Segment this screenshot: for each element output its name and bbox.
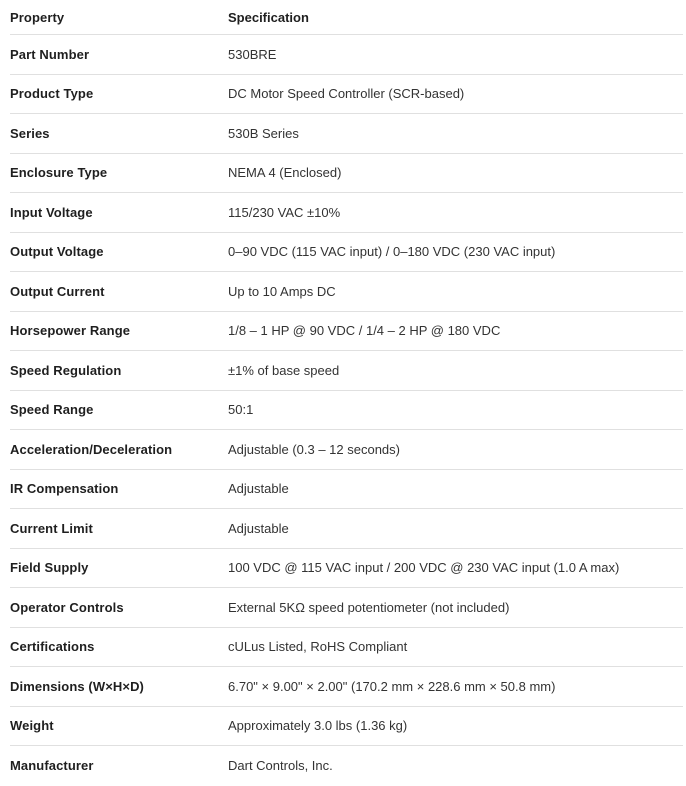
property-cell: Operator Controls [10, 599, 124, 615]
specification-cell: 50:1 [228, 402, 254, 418]
property-cell: Weight [10, 718, 54, 734]
specification-cell: Dart Controls, Inc. [228, 758, 333, 774]
specification-cell: 530BRE [228, 46, 277, 62]
table-row [10, 430, 683, 470]
table-row [10, 746, 683, 786]
table-row [10, 193, 683, 233]
table-row [10, 667, 683, 707]
specification-cell: Approximately 3.0 lbs (1.36 kg) [228, 718, 408, 734]
property-cell: Current Limit [10, 520, 93, 536]
specification-cell: 530B Series [228, 125, 299, 141]
table-row [10, 35, 683, 75]
table-row [10, 470, 683, 510]
table-row [10, 312, 683, 352]
specification-cell: 0–90 VDC (115 VAC input) / 0–180 VDC (230 VAC input) [228, 244, 556, 260]
property-cell: Speed Regulation [10, 362, 122, 378]
specification-cell: NEMA 4 (Enclosed) [228, 165, 342, 181]
property-cell: Product Type [10, 86, 94, 102]
specification-cell: 6.70" × 9.00" × 2.00" (170.2 mm × 228.6 mm × 50.8 mm) [228, 678, 556, 694]
table-row [10, 114, 683, 154]
specification-cell: Adjustable (0.3 – 12 seconds) [228, 441, 400, 457]
property-cell: Output Voltage [10, 244, 104, 260]
table-row [10, 154, 683, 194]
table-row [10, 628, 683, 668]
property-cell: Part Number [10, 46, 90, 62]
table-body [10, 35, 683, 786]
specification-cell: 1/8 – 1 HP @ 90 VDC / 1/4 – 2 HP @ 180 VDC [228, 323, 501, 339]
column-header-property: Property [10, 9, 65, 25]
table-row [10, 707, 683, 747]
property-cell: Speed Range [10, 402, 94, 418]
specification-cell: cULus Listed, RoHS Compliant [228, 639, 408, 655]
property-cell: Dimensions (W×H×D) [10, 678, 144, 694]
property-cell: IR Compensation [10, 481, 119, 497]
specification-cell: 115/230 VAC ±10% [228, 204, 341, 220]
table-row [10, 272, 683, 312]
property-cell: Input Voltage [10, 204, 93, 220]
table-row [10, 588, 683, 628]
specification-cell: 100 VDC @ 115 VAC input / 200 VDC @ 230 VAC input (1.0 A max) [228, 560, 620, 576]
table-row [10, 391, 683, 431]
property-cell: Field Supply [10, 560, 89, 576]
property-cell: Enclosure Type [10, 165, 108, 181]
property-cell: Series [10, 125, 50, 141]
property-cell: Acceleration/Deceleration [10, 441, 173, 457]
table-row [10, 509, 683, 549]
specification-cell: Up to 10 Amps DC [228, 283, 336, 299]
property-cell: Output Current [10, 283, 105, 299]
column-header-specification: Specification [228, 9, 309, 25]
specification-cell: DC Motor Speed Controller (SCR-based) [228, 86, 465, 102]
table-row [10, 75, 683, 115]
specification-cell: ±1% of base speed [228, 362, 340, 378]
property-cell: Certifications [10, 639, 95, 655]
specification-cell: External 5KΩ speed potentiometer (not included) [228, 599, 510, 615]
table-header-row [10, 0, 683, 35]
property-cell: Manufacturer [10, 758, 94, 774]
specification-cell: Adjustable [228, 481, 289, 497]
table-row [10, 233, 683, 273]
property-cell: Horsepower Range [10, 323, 131, 339]
specification-cell: Adjustable [228, 520, 289, 536]
table-row [10, 549, 683, 589]
table-row [10, 351, 683, 391]
